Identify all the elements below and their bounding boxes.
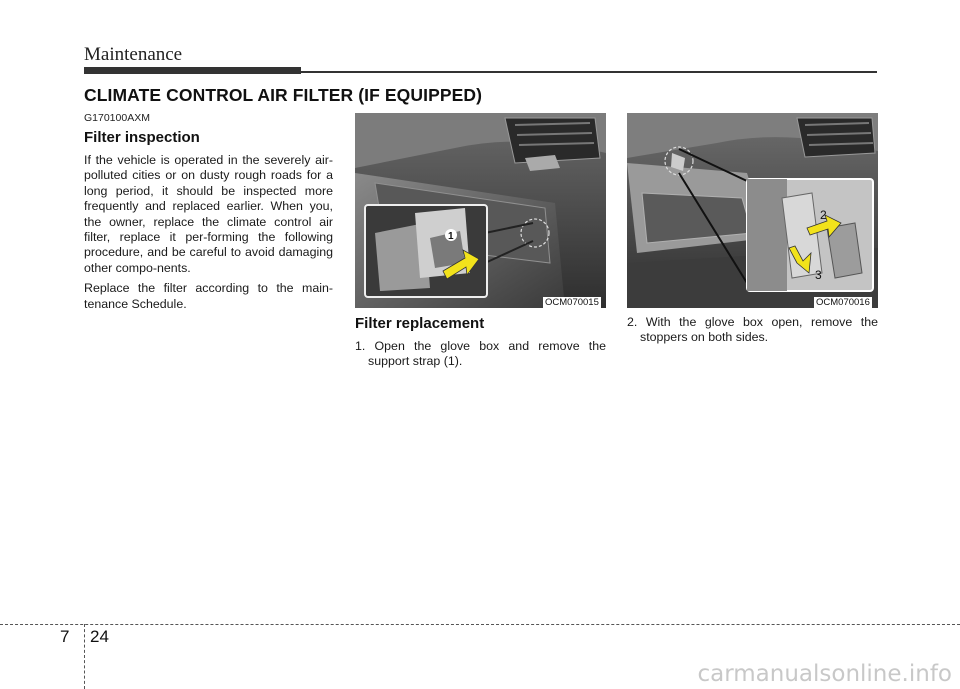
filter-replacement-column [355,315,606,370]
glove-box-stoppers-illustration [627,113,878,308]
page-number: 24 [90,627,109,646]
replacement-step: 1. Open the glove box and remove the support strap (1). [355,339,606,369]
figure-code-caption: OCM070016 [816,297,870,308]
header-rule-thick [84,67,301,74]
inspection-paragraph: If the vehicle is operated in the severely air-polluted cities or on dusty rough roads for a long period, it should be inspected more frequently and replaced earlier. When you, the owner, replace the climate control air filter, replace it per-forming the following procedure, and be careful to avoid damaging other compo-nents. [84,153,333,275]
footer-rule [0,624,960,625]
chapter-number: 7 [60,627,70,646]
support-strap-illustration [355,113,606,308]
figure-callout-2: 2 [820,208,827,222]
filter-replacement-column-2 [627,315,878,346]
figure-callout-1: 1 [448,231,454,242]
filter-inspection-column [84,112,333,317]
inspection-paragraph: Replace the filter according to the main-tenance Schedule. [84,281,333,311]
reference-code: G170100AXM [84,112,150,124]
replacement-step: 2. With the glove box open, remove the stoppers on both sides. [627,315,878,345]
footer-divider [84,624,85,689]
figure-callout-3: 3 [815,268,822,282]
page-header-title: Maintenance [84,44,183,65]
figure-code-caption: OCM070015 [545,297,599,308]
watermark: carmanualsonline.info [697,661,952,687]
section-title: CLIMATE CONTROL AIR FILTER (IF EQUIPPED) [84,85,483,105]
filter-inspection-heading: Filter inspection [84,129,200,146]
header-rule-thin [301,71,877,73]
filter-replacement-heading: Filter replacement [355,315,485,332]
